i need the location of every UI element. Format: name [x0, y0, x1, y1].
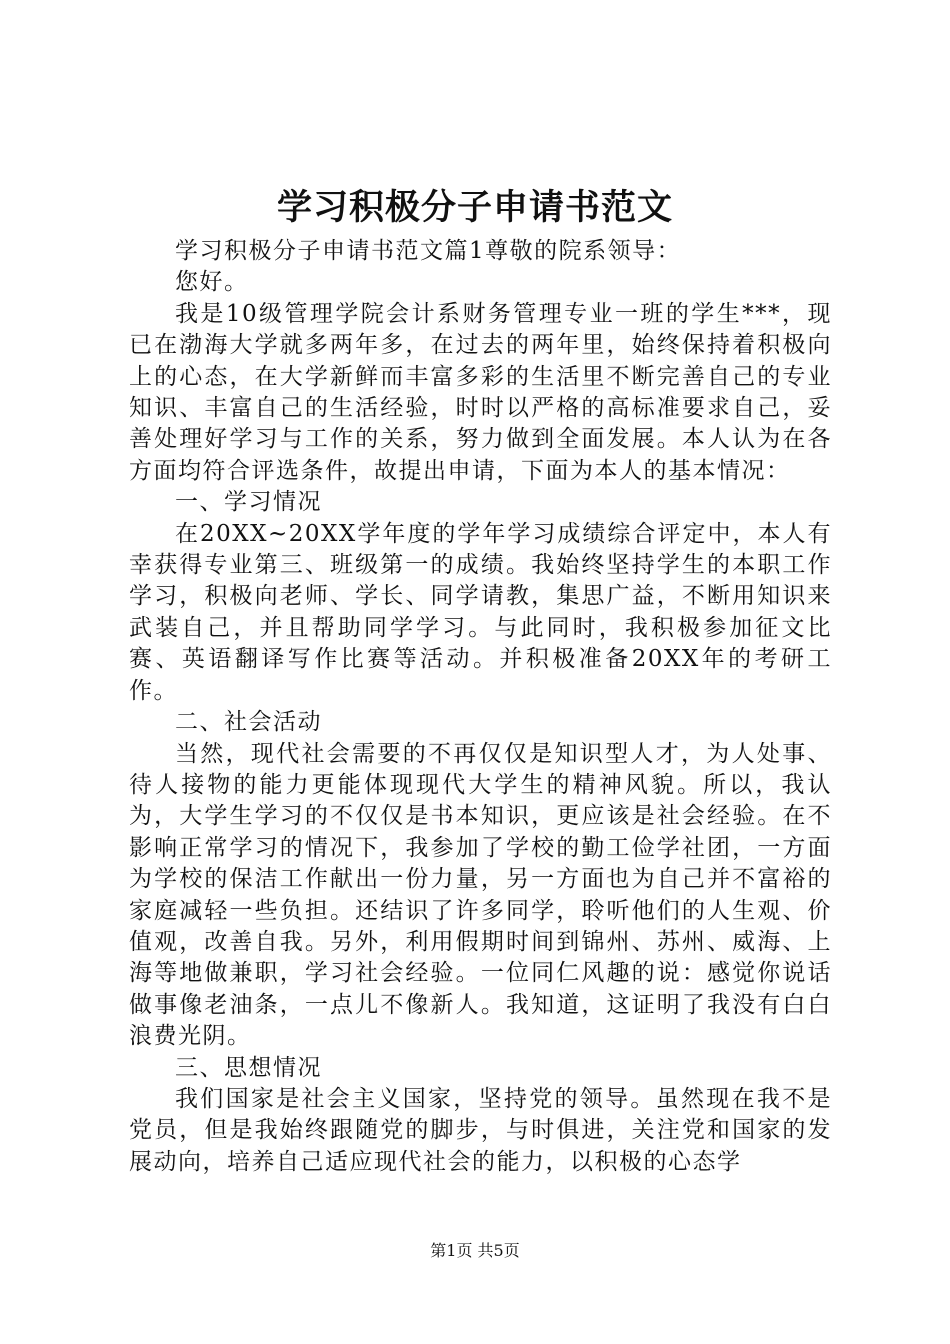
section-heading-study: 一、学习情况 [175, 489, 322, 516]
page-number-footer: 第1页 共5页 [430, 1241, 520, 1260]
paragraph-self-introduction: 我是10级管理学院会计系财务管理专业一班的学生***，现已在渤海大学就多两年多，在过去的两年里，始终保持着积极向上的心态，在大学新鲜而丰富多彩的生活里不断完善自己的专业知识、丰富自己的生活经验，时时以严格的高标准要求自己，妥善处理好学习与工作的关系，努力做到全面发展。本人认为在各方面均符合评选条件，故提出申请，下面为本人的基本情况： [129, 300, 832, 484]
section-heading-thought: 三、思想情况 [175, 1054, 322, 1081]
paragraph-greeting: 您好。 [175, 269, 249, 296]
paragraph-thought: 我们国家是社会主义国家，坚持党的领导。虽然现在我不是党员，但是我始终跟随党的脚步，与时俱进，关注党和国家的发展动向，培养自己适应现代社会的能力，以积极的心态学 [129, 1085, 832, 1175]
section-heading-social: 二、社会活动 [175, 709, 322, 736]
document-body [129, 236, 832, 1178]
paragraph-social: 当然，现代社会需要的不再仅仅是知识型人才，为人处事、待人接物的能力更能体现现代大学生的精神风貌。所以，我认为，大学生学习的不仅仅是书本知识，更应该是社会经验。在不影响正常学习的情况下，我参加了学校的勤工俭学社团，一方面为学校的保洁工作献出一份力量，另一方面也为自己并不富裕的家庭减轻一些负担。还结识了许多同学，聆听他们的人生观、价值观，改善自我。另外，利用假期时间到锦州、苏州、威海、上海等地做兼职，学习社会经验。一位同仁风趣的说：感觉你说话做事像老油条，一点儿不像新人。我知道，这证明了我没有白白浪费光阴。 [129, 740, 832, 1050]
paragraph-study: 在20XX~20XX学年度的学年学习成绩综合评定中，本人有幸获得专业第三、班级第一的成绩。我始终坚持学生的本职工作学习，积极向老师、学长、同学请教，集思广益，不断用知识来武装自己，并且帮助同学学习。与此同时，我积极参加征文比赛、英语翻译写作比赛等活动。并积极准备20XX年的考研工作。 [129, 520, 832, 704]
paragraph-intro: 学习积极分子申请书范文篇1尊敬的院系领导： [175, 238, 682, 264]
document-title: 学习积极分子申请书范文 [276, 187, 673, 228]
